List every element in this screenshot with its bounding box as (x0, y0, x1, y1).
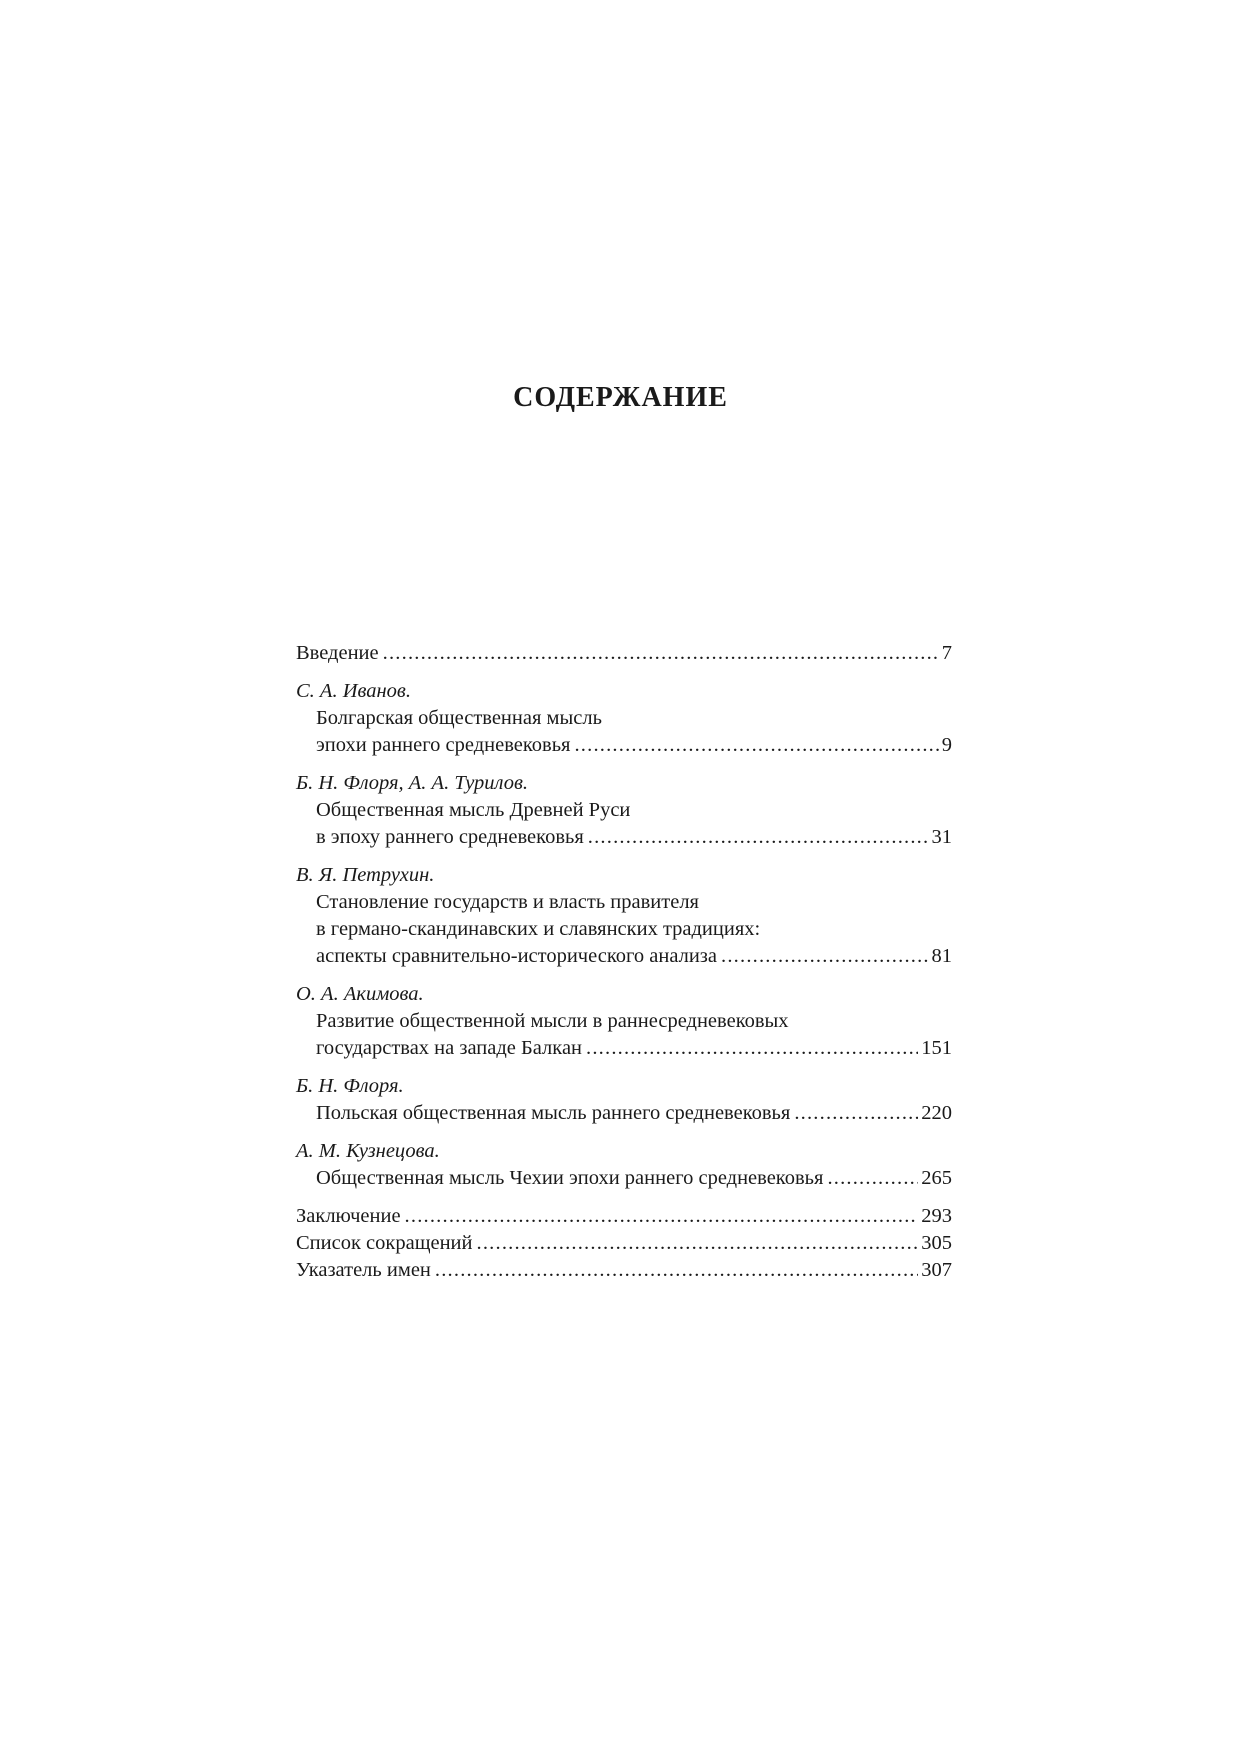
toc-entry-title: Введение (296, 642, 379, 664)
page-title: СОДЕРЖАНИЕ (513, 382, 728, 413)
toc-entry-title-line: государствах на западе Балкан (316, 1037, 583, 1059)
toc-entry-author: О. А. Акимова. (296, 983, 424, 1005)
dot-leader (586, 1035, 918, 1062)
toc-page-number: 293 (921, 1205, 952, 1227)
toc-entry-title-line: Общественная мысль Чехии эпохи раннего средневековья (316, 1167, 824, 1189)
toc-entry-title: Заключение (296, 1205, 401, 1227)
toc-entry-title-line: в эпоху раннего средневековья (316, 826, 584, 848)
toc-page-number: 7 (941, 642, 952, 664)
toc-page-number: 151 (921, 1037, 952, 1059)
toc-page-number: 265 (921, 1167, 952, 1189)
toc-entry-title: Список сокращений (296, 1232, 473, 1254)
toc-entry-intro[interactable] (296, 640, 952, 667)
toc-entry-author: Б. Н. Флоря. (296, 1075, 404, 1097)
toc-entry-title-line: эпохи раннего средневековья (316, 734, 571, 756)
toc-entry-conclusion[interactable] (296, 1203, 952, 1230)
dot-leader (405, 1203, 919, 1230)
toc-entry-title-line: аспекты сравнительно-исторического анализа (316, 945, 718, 967)
toc-entry-name-index[interactable] (296, 1257, 952, 1284)
toc-entry[interactable] (296, 981, 952, 1062)
toc-entry-author: В. Я. Петрухин. (296, 864, 435, 886)
toc-entry[interactable] (296, 862, 952, 970)
dot-leader (383, 640, 939, 667)
toc-page-number: 81 (931, 945, 952, 967)
toc-entry-title-line: Болгарская общественная мысль (316, 707, 602, 729)
toc-entry-title-line: Развитие общественной мысли в раннесредневековых (316, 1010, 789, 1032)
toc-entry-title: Указатель имен (296, 1259, 431, 1281)
toc-entry-title-line: в германо-скандинавских и славянских традициях: (316, 918, 761, 940)
toc-end-items (296, 1203, 952, 1284)
dot-leader (721, 943, 928, 970)
toc-entry[interactable] (296, 1138, 952, 1192)
toc-entry[interactable] (296, 770, 952, 851)
toc-entry-title-line: Становление государств и власть правителя (316, 891, 699, 913)
toc-page-number: 220 (921, 1102, 952, 1124)
toc-entry[interactable] (296, 678, 952, 759)
toc-entry-abbreviations[interactable] (296, 1230, 952, 1257)
toc-entry-author: А. М. Кузнецова. (296, 1140, 440, 1162)
toc-page-number: 9 (941, 734, 952, 756)
toc-entry-title-line: Польская общественная мысль раннего средневековья (316, 1102, 791, 1124)
toc-entry-title-line: Общественная мысль Древней Руси (316, 799, 631, 821)
toc-page-number: 307 (921, 1259, 952, 1281)
toc-page-number: 31 (931, 826, 952, 848)
dot-leader (794, 1100, 918, 1127)
dot-leader (588, 824, 929, 851)
dot-leader (435, 1257, 918, 1284)
dot-leader (574, 732, 938, 759)
toc-entry[interactable] (296, 1073, 952, 1127)
table-of-contents (296, 640, 952, 1284)
toc-entry-author: Б. Н. Флоря, А. А. Турилов. (296, 772, 529, 794)
toc-page-number: 305 (921, 1232, 952, 1254)
toc-entry-author: С. А. Иванов. (296, 680, 411, 702)
dot-leader (827, 1165, 918, 1192)
dot-leader (477, 1230, 919, 1257)
